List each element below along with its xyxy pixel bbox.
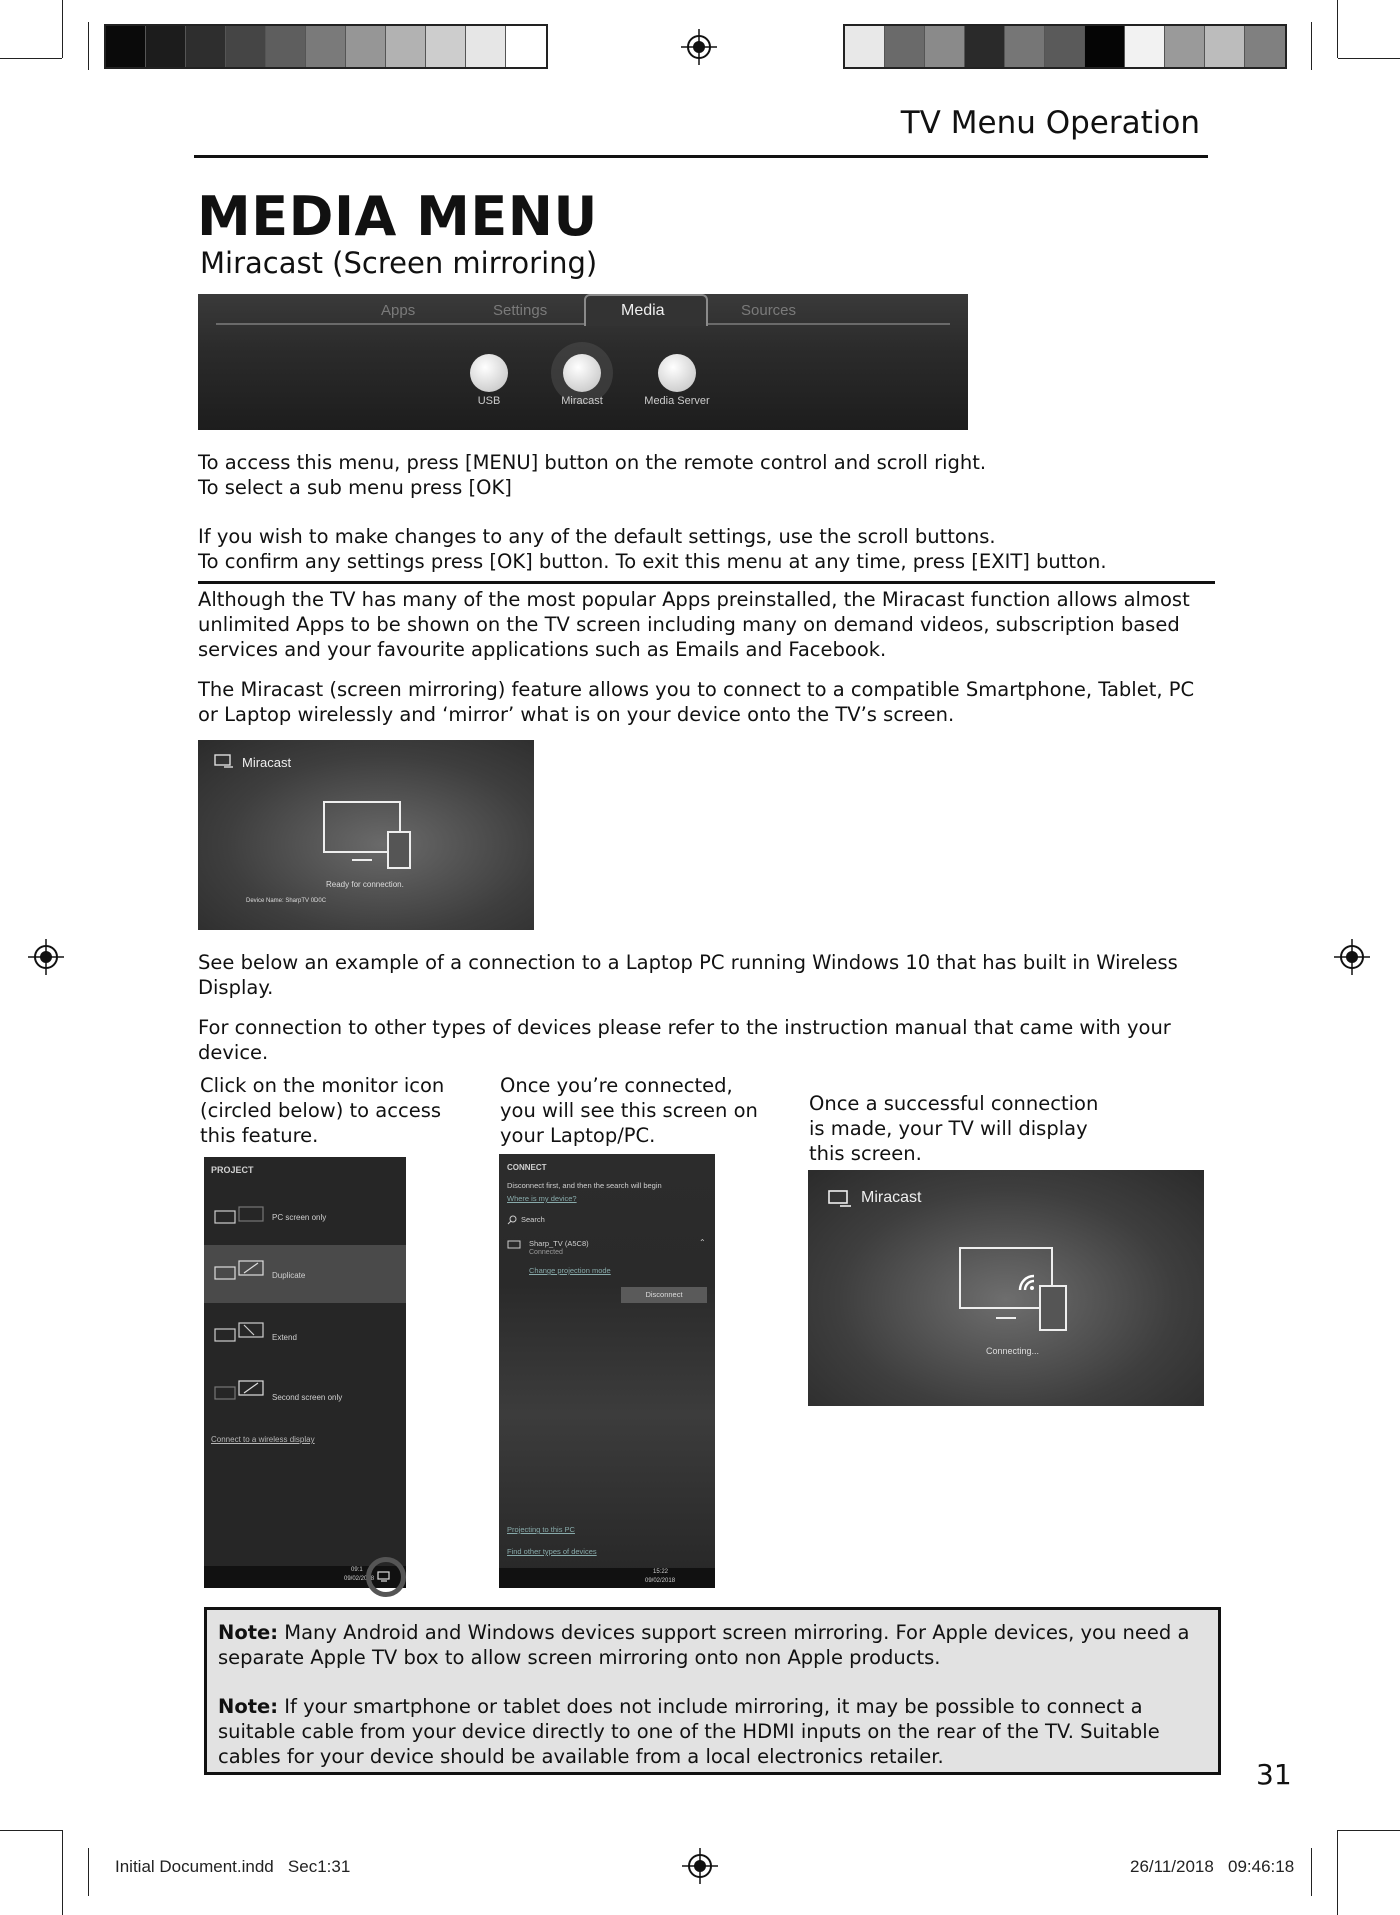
menu-item-media-server: Media Server [644,395,710,407]
color-swatch [1205,26,1245,67]
color-swatch [426,26,466,67]
page-subtitle: Miracast (Screen mirroring) [200,246,598,280]
color-swatch [1005,26,1045,67]
color-swatch [266,26,306,67]
miracast-title: Miracast [242,755,292,770]
color-swatch [1165,26,1205,67]
note-box [204,1607,1221,1775]
crop-mark [62,1830,63,1915]
section-rule [198,581,1215,584]
taskbar-clock: 15:22 [653,1569,669,1575]
taskbar-clock: 09:1 [351,1567,363,1573]
menu-tab-settings: Settings [493,302,548,319]
body-paragraph: See below an example of a connection to a Laptop PC running Windows 10 that has built in Wireless Display. [198,951,1178,999]
connect-wireless-display-link[interactable]: Connect to a wireless display [211,1435,315,1444]
step2-caption: Once you’re connected, you will see this screen on your Laptop/PC. [500,1074,758,1147]
miracast-icon [563,354,601,392]
color-swatch [186,26,226,67]
instruction-line: To confirm any settings press [OK] button. To exit this menu at any time, press [EXIT] button. [198,550,1107,573]
color-swatch [306,26,346,67]
color-swatch [1245,26,1285,67]
menu-tab-apps: Apps [381,302,416,319]
usb-icon [470,354,508,392]
body-paragraph: The Miracast (screen mirroring) feature allows you to connect to a compatible Smartphone, Tablet, PC or Laptop wirelessly and ‘mirror’ what is on your device onto the TV’s screen. [198,678,1195,726]
menu-item-miracast: Miracast [561,395,603,407]
menu-tab-media: Media [621,302,665,319]
color-swatch [346,26,386,67]
project-header: PROJECT [211,1165,254,1175]
color-swatch [885,26,925,67]
disconnect-button[interactable]: Disconnect [621,1287,707,1303]
miracast-status: Ready for connection. [326,880,404,889]
note-paragraph [218,1694,1208,1769]
note-label: Note: [218,1621,279,1644]
change-projection-mode-link[interactable]: Change projection mode [529,1266,611,1275]
crop-mark [1338,58,1400,59]
windows-project-panel [204,1157,406,1588]
menu-item-usb: USB [477,395,501,407]
project-option[interactable] [204,1307,406,1365]
color-swatch [386,26,426,67]
tv-phone-icon [322,800,422,870]
registration-mark-icon [682,1848,718,1884]
body-paragraph: Although the TV has many of the most popular Apps preinstalled, the Miracast function allows almost unlimited Apps to be shown on the TV screen including many on demand videos, subscription based services and your favourite applications such as Emails and Facebook. [198,588,1190,661]
media-menu-screenshot [198,294,968,430]
instruction-line: To select a sub menu press [OK] [198,476,512,499]
page-number: 31 [1256,1758,1292,1791]
project-option-label: Duplicate [272,1271,306,1280]
color-swatch [506,26,546,67]
crop-mark [1337,0,1338,58]
windows-connect-panel [499,1154,715,1588]
color-swatch [226,26,266,67]
taskbar [499,1568,715,1588]
crop-mark [1338,1830,1400,1831]
find-other-devices-link[interactable]: Find other types of devices [507,1547,597,1556]
note-text: Many Android and Windows devices support screen mirroring. For Apple devices, you need a separate Apple TV box to allow screen mirroring onto non Apple products. [218,1621,1190,1669]
note-paragraph [218,1620,1208,1670]
note-label: Note: [218,1695,279,1718]
where-is-device-link[interactable]: Where is my device? [507,1194,577,1203]
registration-mark-icon [28,939,64,975]
crop-mark [88,1848,89,1896]
body-paragraph: For connection to other types of devices please refer to the instruction manual that came with your device. [198,1016,1171,1064]
color-bar-left [104,24,548,69]
step3-caption: Once a successful connection is made, your TV will display this screen. [809,1092,1099,1165]
menu-tab-line [216,323,950,325]
tv-phone-wifi-icon [958,1246,1074,1334]
footer-file-info: Initial Document.indd Sec1:31 [115,1857,351,1876]
project-option[interactable] [204,1183,406,1241]
miracast-status: Connecting... [986,1346,1040,1356]
chevron-up-icon[interactable]: ⌃ [699,1238,706,1247]
color-swatch [1085,26,1125,67]
color-swatch [466,26,506,67]
color-swatch [1125,26,1165,67]
crop-mark [0,1830,62,1831]
connect-intro: Disconnect first, and then the search will begin [507,1181,662,1190]
miracast-ready-screenshot [198,740,534,930]
projecting-to-this-pc-link[interactable]: Projecting to this PC [507,1525,575,1534]
extend-icon [214,1321,270,1345]
project-option-label: PC screen only [272,1213,327,1222]
project-option-label: Extend [272,1333,297,1342]
section-title: TV Menu Operation [900,105,1200,141]
crop-mark [1311,1848,1312,1896]
media-server-icon [658,354,696,392]
miracast-title: Miracast [861,1189,922,1206]
search-icon [507,1215,517,1225]
page-title: MEDIA MENU [197,185,598,248]
connect-header: CONNECT [507,1163,547,1172]
project-option-selected[interactable] [204,1245,406,1303]
crop-mark [1337,1830,1338,1915]
cast-icon [214,754,234,770]
crop-mark [0,58,62,59]
color-swatch [1045,26,1085,67]
color-swatch [925,26,965,67]
color-swatch [845,26,885,67]
taskbar-date: 09/02/2018 [344,1576,375,1582]
crop-mark [88,22,89,70]
device-name[interactable]: Sharp_TV (A5C8) [529,1239,589,1248]
cast-icon [828,1190,852,1208]
color-swatch [965,26,1005,67]
color-swatch [146,26,186,67]
search-label: Search [521,1215,545,1224]
project-option-label: Second screen only [272,1393,343,1402]
miracast-connecting-screenshot [808,1170,1204,1406]
duplicate-icon [214,1259,270,1283]
instruction-line: If you wish to make changes to any of the default settings, use the scroll buttons. [198,525,996,548]
pc-screen-only-icon [214,1205,270,1227]
project-monitor-icon[interactable] [377,1571,391,1583]
crop-mark [62,0,63,58]
color-swatch [106,26,146,67]
step1-caption: Click on the monitor icon (circled below) to access this feature. [200,1074,445,1147]
device-status: Connected [529,1249,563,1256]
header-rule [194,155,1208,158]
display-device-icon [507,1240,521,1250]
color-bar-right [843,24,1287,69]
menu-tab-sources: Sources [741,302,797,319]
second-screen-only-icon [214,1379,270,1403]
note-text: If your smartphone or tablet does not include mirroring, it may be possible to connect a suitable cable from your device directly to one of the HDMI inputs on the rear of the TV. Suitable cables for your device should be available from a local electronics retailer. [218,1695,1160,1768]
registration-mark-icon [681,29,717,65]
taskbar-date: 09/02/2018 [645,1578,676,1584]
device-name: Device Name: SharpTV 0D0C [246,898,327,904]
instruction-line: To access this menu, press [MENU] button on the remote control and scroll right. [198,451,987,474]
footer-timestamp: 26/11/2018 09:46:18 [1130,1857,1295,1876]
project-option[interactable] [204,1367,406,1425]
crop-mark [1311,22,1312,70]
registration-mark-icon [1334,939,1370,975]
